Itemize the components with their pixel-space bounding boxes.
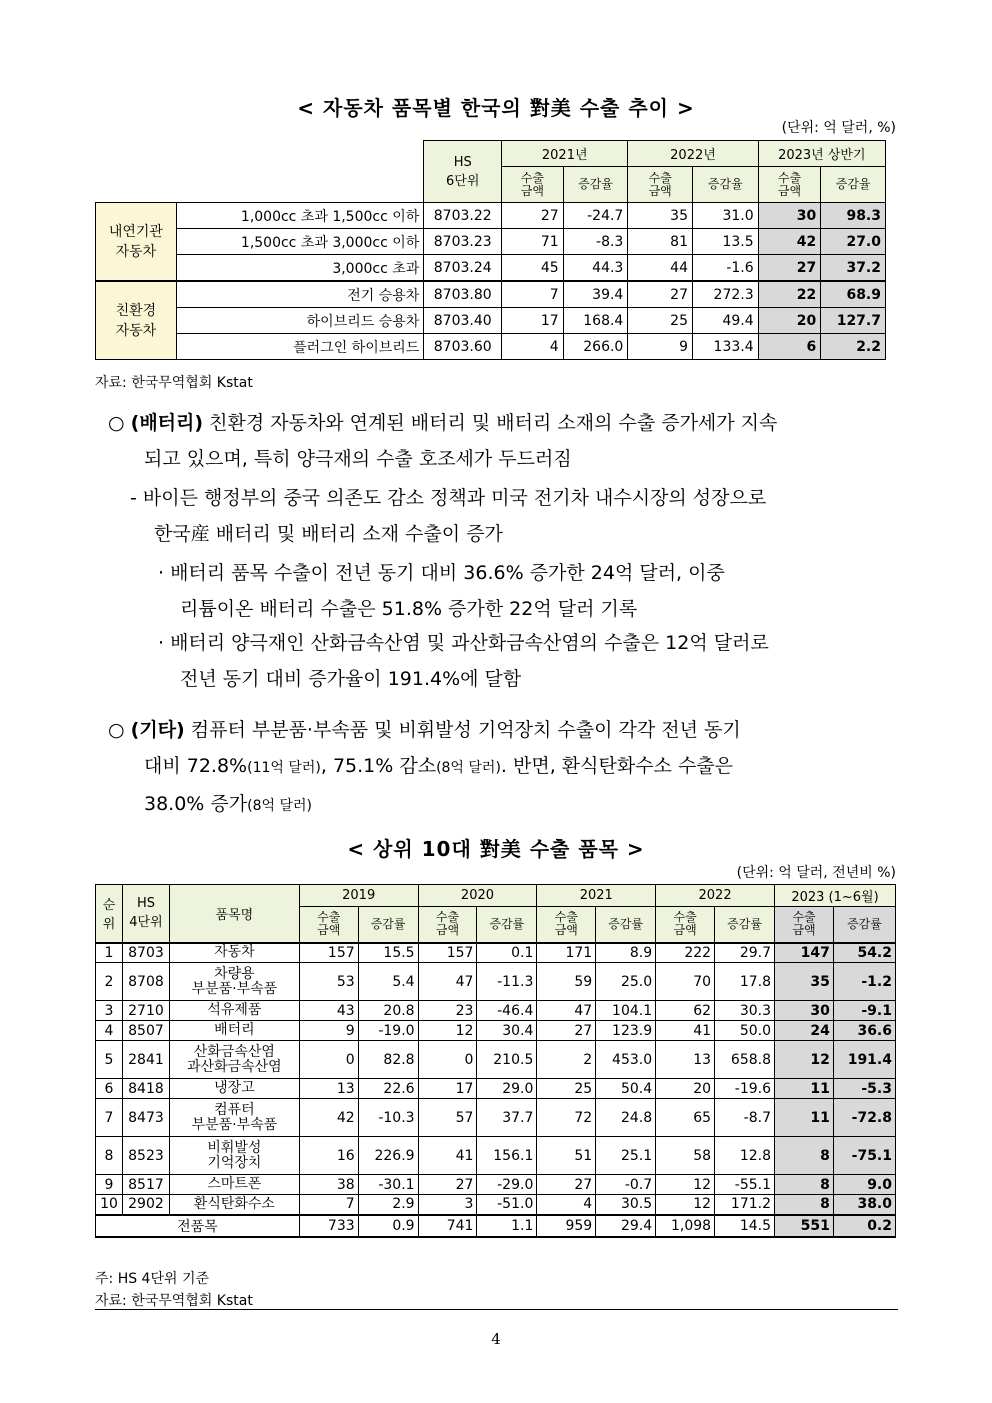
cell: 12 <box>775 1041 834 1079</box>
cell: 29.7 <box>715 943 775 963</box>
cell: 49.4 <box>692 308 758 334</box>
cell: 41 <box>418 1137 477 1175</box>
item-name-header: 품목명 <box>169 885 299 943</box>
bullet-heading: (배터리) <box>130 412 204 434</box>
cell: 1,098 <box>656 1215 715 1237</box>
cell: 22 <box>758 281 821 308</box>
cell: 0 <box>299 1041 358 1079</box>
cell: 50.0 <box>715 1021 775 1041</box>
cell: 65 <box>656 1099 715 1137</box>
cell: 25 <box>537 1079 596 1099</box>
cell: 50.4 <box>596 1079 656 1099</box>
table-row <box>96 1137 896 1175</box>
cell: 42 <box>758 229 821 255</box>
item-name: 자동차 <box>169 943 299 963</box>
bullet-other <box>108 712 898 824</box>
item-name: 플러그인 하이브리드 <box>176 334 424 360</box>
rank-cell: 3 <box>96 1001 123 1021</box>
cell: 38 <box>299 1175 358 1195</box>
cell: 123.9 <box>596 1021 656 1041</box>
cell: 81 <box>628 229 693 255</box>
cell: 9.0 <box>833 1175 895 1195</box>
table-row <box>96 1099 896 1137</box>
cell: -9.1 <box>833 1001 895 1021</box>
cell: 35 <box>775 963 834 1001</box>
dot-text: 전년 동기 대비 증가율이 191.4%에 달함 <box>180 668 522 690</box>
cell: 27 <box>628 281 693 308</box>
cell: 9 <box>628 334 693 360</box>
bullet-note: (8억 달러) <box>436 760 501 776</box>
cell: 25.1 <box>596 1137 656 1175</box>
table1 <box>95 140 886 360</box>
cell: 157 <box>418 943 477 963</box>
year-2023h1-header: 2023년 상반기 <box>758 141 885 167</box>
cell: 70 <box>656 963 715 1001</box>
bullet-text: 컴퓨터 부분품·부속품 및 비휘발성 기억장치 수출이 각각 전년 동기 <box>184 719 741 741</box>
hs-code: 8708 <box>122 963 169 1001</box>
table-row <box>96 203 886 229</box>
cell: 12.8 <box>715 1137 775 1175</box>
item-name: 컴퓨터 부분품·부속품 <box>169 1099 299 1137</box>
bullet-text: 되고 있으며, 특히 양극재의 수출 호조세가 두드러짐 <box>144 448 572 470</box>
cell: -55.1 <box>715 1175 775 1195</box>
table-row <box>96 255 886 282</box>
cell: 133.4 <box>692 334 758 360</box>
col-amount-header: 수출 금액 <box>299 907 358 943</box>
cell: 27 <box>537 1175 596 1195</box>
col-amount-header: 수출 금액 <box>758 167 821 203</box>
cell: 4 <box>537 1195 596 1215</box>
cell: 30.5 <box>596 1195 656 1215</box>
cell: -11.3 <box>477 963 537 1001</box>
cell: 7 <box>299 1195 358 1215</box>
table-row <box>96 308 886 334</box>
cell: 23 <box>418 1001 477 1021</box>
cell: 59 <box>537 963 596 1001</box>
cell: 17 <box>502 308 564 334</box>
cell: 733 <box>299 1215 358 1237</box>
table-row <box>96 1041 896 1079</box>
cell: 53 <box>299 963 358 1001</box>
cell: 2 <box>537 1041 596 1079</box>
cell: 11 <box>775 1079 834 1099</box>
cell: 30.4 <box>477 1021 537 1041</box>
hs-code: 8703.24 <box>424 255 502 282</box>
hs-code: 2902 <box>122 1195 169 1215</box>
cell: 12 <box>656 1175 715 1195</box>
hs-code: 8703.60 <box>424 334 502 360</box>
cell: 222 <box>656 943 715 963</box>
table-row <box>96 1021 896 1041</box>
col-rate-header: 증감율 <box>692 167 758 203</box>
cell: 98.3 <box>821 203 886 229</box>
item-name: 스마트폰 <box>169 1175 299 1195</box>
cell: 71 <box>502 229 564 255</box>
bullet-text: 대비 72.8% <box>144 755 248 777</box>
cell: 30.3 <box>715 1001 775 1021</box>
hs-code: 8703.23 <box>424 229 502 255</box>
cell: 39.4 <box>563 281 628 308</box>
total-row <box>96 1215 896 1237</box>
cell: 741 <box>418 1215 477 1237</box>
cell: 72 <box>537 1099 596 1137</box>
cell: 226.9 <box>358 1137 418 1175</box>
dot-text: · 배터리 양극재인 산화금속산염 및 과산화금속산염의 수출은 12억 달러로 <box>158 632 769 654</box>
cell: -30.1 <box>358 1175 418 1195</box>
cell: 171.2 <box>715 1195 775 1215</box>
dash-text: 한국産 배터리 및 배터리 소재 수출이 증가 <box>154 523 503 545</box>
cell: 959 <box>537 1215 596 1237</box>
cell: 156.1 <box>477 1137 537 1175</box>
cell: 11 <box>775 1099 834 1137</box>
table2-title: < 상위 10대 對美 수출 품목 > <box>347 837 645 861</box>
cell: 44 <box>628 255 693 282</box>
cell: 20 <box>758 308 821 334</box>
cell: 0 <box>418 1041 477 1079</box>
cell: 17.8 <box>715 963 775 1001</box>
cell: 30 <box>758 203 821 229</box>
col-amount-header: 수출 금액 <box>628 167 693 203</box>
table-row <box>96 963 896 1001</box>
cell: 37.7 <box>477 1099 537 1137</box>
bullet-text: . 반면, 환식탄화수소 수출은 <box>500 755 734 777</box>
table-row <box>96 1175 896 1195</box>
hs-code: 8703.80 <box>424 281 502 308</box>
item-name: 환식탄화수소 <box>169 1195 299 1215</box>
cell: 8 <box>775 1195 834 1215</box>
category-eco: 친환경 자동차 <box>96 281 177 360</box>
item-name: 냉장고 <box>169 1079 299 1099</box>
cell: -1.6 <box>692 255 758 282</box>
cell: 8.9 <box>596 943 656 963</box>
year-header: 2020 <box>418 885 537 907</box>
dash-item <box>130 480 900 552</box>
cell: -46.4 <box>477 1001 537 1021</box>
year-header: 2019 <box>299 885 418 907</box>
category-ice: 내연기관 자동차 <box>96 203 177 282</box>
hs-code: 8517 <box>122 1175 169 1195</box>
hs-code: 2710 <box>122 1001 169 1021</box>
table-row <box>96 1079 896 1099</box>
cell: 272.3 <box>692 281 758 308</box>
cell: -0.7 <box>596 1175 656 1195</box>
year-header: 2023 (1~6월) <box>775 885 896 907</box>
cell: 58 <box>656 1137 715 1175</box>
table1-unit: (단위: 억 달러, %) <box>781 120 896 136</box>
cell: -24.7 <box>563 203 628 229</box>
cell: 36.6 <box>833 1021 895 1041</box>
col-rate-header: 증감률 <box>477 907 537 943</box>
cell: 47 <box>537 1001 596 1021</box>
table1-title: < 자동차 품목별 한국의 對美 수출 추이 > <box>297 96 695 120</box>
cell: 551 <box>775 1215 834 1237</box>
hs-code: 8523 <box>122 1137 169 1175</box>
cell: 35 <box>628 203 693 229</box>
year-2022-header: 2022년 <box>628 141 758 167</box>
cell: 127.7 <box>821 308 886 334</box>
item-name: 차량용 부분품·부속품 <box>169 963 299 1001</box>
cell: 24 <box>775 1021 834 1041</box>
cell: 15.5 <box>358 943 418 963</box>
bullet-text: 38.0% 증가 <box>144 793 248 815</box>
cell: 5.4 <box>358 963 418 1001</box>
rank-cell: 5 <box>96 1041 123 1079</box>
cell: 27 <box>758 255 821 282</box>
table-row <box>96 943 896 963</box>
table2-unit: (단위: 억 달러, 전년비 %) <box>736 865 896 881</box>
rank-cell: 4 <box>96 1021 123 1041</box>
rank-cell: 2 <box>96 963 123 1001</box>
dot-text: 리튬이온 배터리 수출은 51.8% 증가한 22억 달러 기록 <box>180 598 638 620</box>
cell: -75.1 <box>833 1137 895 1175</box>
cell: -8.7 <box>715 1099 775 1137</box>
bullet-text: 친환경 자동차와 연계된 배터리 및 배터리 소재의 수출 증가세가 지속 <box>203 412 778 434</box>
cell: 20.8 <box>358 1001 418 1021</box>
circle-bullet-icon: ○ <box>108 719 125 741</box>
hs6-header: HS 6단위 <box>424 141 502 203</box>
cell: -1.2 <box>833 963 895 1001</box>
cell: 43 <box>299 1001 358 1021</box>
cell: 7 <box>502 281 564 308</box>
item-name: 산화금속산염 과산화금속산염 <box>169 1041 299 1079</box>
cell: 147 <box>775 943 834 963</box>
col-rate-header: 증감률 <box>833 907 895 943</box>
cell: 20 <box>656 1079 715 1099</box>
col-amount-header: 수출 금액 <box>502 167 564 203</box>
cell: 57 <box>418 1099 477 1137</box>
table-row <box>96 1195 896 1215</box>
col-amount-header: 수출 금액 <box>775 907 834 943</box>
cell: -10.3 <box>358 1099 418 1137</box>
cell: 27 <box>537 1021 596 1041</box>
cell: 8 <box>775 1175 834 1195</box>
cell: 47 <box>418 963 477 1001</box>
hs-code: 8418 <box>122 1079 169 1099</box>
bullet-note: (11억 달러) <box>247 760 321 776</box>
dash-text: - 바이든 행정부의 중국 의존도 감소 정책과 미국 전기차 내수시장의 성장으로 <box>130 487 767 509</box>
cell: 6 <box>758 334 821 360</box>
cell: 266.0 <box>563 334 628 360</box>
cell: 104.1 <box>596 1001 656 1021</box>
item-name: 하이브리드 승용차 <box>176 308 424 334</box>
cell: 25 <box>628 308 693 334</box>
cell: 29.0 <box>477 1079 537 1099</box>
cell: -8.3 <box>563 229 628 255</box>
col-amount-header: 수출 금액 <box>537 907 596 943</box>
item-name: 1,500cc 초과 3,000cc 이하 <box>176 229 424 255</box>
table1-source: 자료: 한국무역협회 Kstat <box>95 375 253 391</box>
table-row <box>96 334 886 360</box>
cell: 4 <box>502 334 564 360</box>
dot-text: · 배터리 품목 수출이 전년 동기 대비 36.6% 증가한 24억 달러, 이중 <box>158 562 725 584</box>
rank-cell: 7 <box>96 1099 123 1137</box>
cell: -72.8 <box>833 1099 895 1137</box>
cell: 42 <box>299 1099 358 1137</box>
dot-item <box>158 555 900 627</box>
cell: 14.5 <box>715 1215 775 1237</box>
cell: -5.3 <box>833 1079 895 1099</box>
cell: 0.9 <box>358 1215 418 1237</box>
cell: 82.8 <box>358 1041 418 1079</box>
cell: 30 <box>775 1001 834 1021</box>
hs-code: 8703.40 <box>424 308 502 334</box>
year-header: 2021 <box>537 885 656 907</box>
table2 <box>95 884 896 1238</box>
cell: 210.5 <box>477 1041 537 1079</box>
bullet-heading: (기타) <box>130 719 185 741</box>
cell: 25.0 <box>596 963 656 1001</box>
cell: 44.3 <box>563 255 628 282</box>
cell: 13 <box>299 1079 358 1099</box>
bullet-note: (8억 달러) <box>247 798 312 814</box>
col-rate-header: 증감률 <box>596 907 656 943</box>
cell: 45 <box>502 255 564 282</box>
cell: 0.2 <box>833 1215 895 1237</box>
cell: 9 <box>299 1021 358 1041</box>
cell: 1.1 <box>477 1215 537 1237</box>
cell: 22.6 <box>358 1079 418 1099</box>
table-row <box>96 229 886 255</box>
item-name: 배터리 <box>169 1021 299 1041</box>
cell: 51 <box>537 1137 596 1175</box>
cell: 62 <box>656 1001 715 1021</box>
cell: 29.4 <box>596 1215 656 1237</box>
rank-cell: 10 <box>96 1195 123 1215</box>
item-name: 석유제품 <box>169 1001 299 1021</box>
cell: 8 <box>775 1137 834 1175</box>
cell: -51.0 <box>477 1195 537 1215</box>
cell: 3 <box>418 1195 477 1215</box>
bullet-battery <box>108 405 898 477</box>
total-label: 전품목 <box>96 1215 300 1237</box>
item-name: 3,000cc 초과 <box>176 255 424 282</box>
cell: 2.9 <box>358 1195 418 1215</box>
rank-cell: 6 <box>96 1079 123 1099</box>
cell: 31.0 <box>692 203 758 229</box>
cell: 24.8 <box>596 1099 656 1137</box>
cell: 27 <box>418 1175 477 1195</box>
item-name: 비휘발성 기억장치 <box>169 1137 299 1175</box>
table2-source: 자료: 한국무역협회 Kstat <box>95 1293 253 1309</box>
cell: 157 <box>299 943 358 963</box>
page-number: 4 <box>491 1330 501 1348</box>
cell: 37.2 <box>821 255 886 282</box>
rank-cell: 9 <box>96 1175 123 1195</box>
col-rate-header: 증감율 <box>563 167 628 203</box>
rank-cell: 1 <box>96 943 123 963</box>
cell: 12 <box>656 1195 715 1215</box>
cell: 27 <box>502 203 564 229</box>
cell: -19.0 <box>358 1021 418 1041</box>
hs-code: 8473 <box>122 1099 169 1137</box>
col-amount-header: 수출 금액 <box>418 907 477 943</box>
cell: 191.4 <box>833 1041 895 1079</box>
year-header: 2022 <box>656 885 775 907</box>
col-rate-header: 증감율 <box>821 167 886 203</box>
cell: -29.0 <box>477 1175 537 1195</box>
hs4-header: HS 4단위 <box>122 885 169 943</box>
cell: 12 <box>418 1021 477 1041</box>
dot-item <box>158 625 900 697</box>
cell: 41 <box>656 1021 715 1041</box>
hs-code: 8507 <box>122 1021 169 1041</box>
cell: 38.0 <box>833 1195 895 1215</box>
cell: 17 <box>418 1079 477 1099</box>
hs-code: 2841 <box>122 1041 169 1079</box>
rank-cell: 8 <box>96 1137 123 1175</box>
hs-code: 8703 <box>122 943 169 963</box>
cell: 54.2 <box>833 943 895 963</box>
item-name: 전기 승용차 <box>176 281 424 308</box>
cell: 0.1 <box>477 943 537 963</box>
hs-code: 8703.22 <box>424 203 502 229</box>
cell: 13.5 <box>692 229 758 255</box>
cell: 27.0 <box>821 229 886 255</box>
cell: 171 <box>537 943 596 963</box>
cell: 168.4 <box>563 308 628 334</box>
table-row <box>96 281 886 308</box>
cell: 16 <box>299 1137 358 1175</box>
cell: 68.9 <box>821 281 886 308</box>
year-2021-header: 2021년 <box>502 141 628 167</box>
item-name: 1,000cc 초과 1,500cc 이하 <box>176 203 424 229</box>
rank-header: 순 위 <box>96 885 123 943</box>
cell: 2.2 <box>821 334 886 360</box>
table-row <box>96 1001 896 1021</box>
cell: -19.6 <box>715 1079 775 1099</box>
footer-divider <box>95 1309 898 1310</box>
bullet-text: , 75.1% 감소 <box>320 755 437 777</box>
cell: 453.0 <box>596 1041 656 1079</box>
col-amount-header: 수출 금액 <box>656 907 715 943</box>
table2-note: 주: HS 4단위 기준 <box>95 1271 210 1287</box>
circle-bullet-icon: ○ <box>108 412 125 434</box>
col-rate-header: 증감률 <box>715 907 775 943</box>
col-rate-header: 증감률 <box>358 907 418 943</box>
cell: 13 <box>656 1041 715 1079</box>
cell: 658.8 <box>715 1041 775 1079</box>
